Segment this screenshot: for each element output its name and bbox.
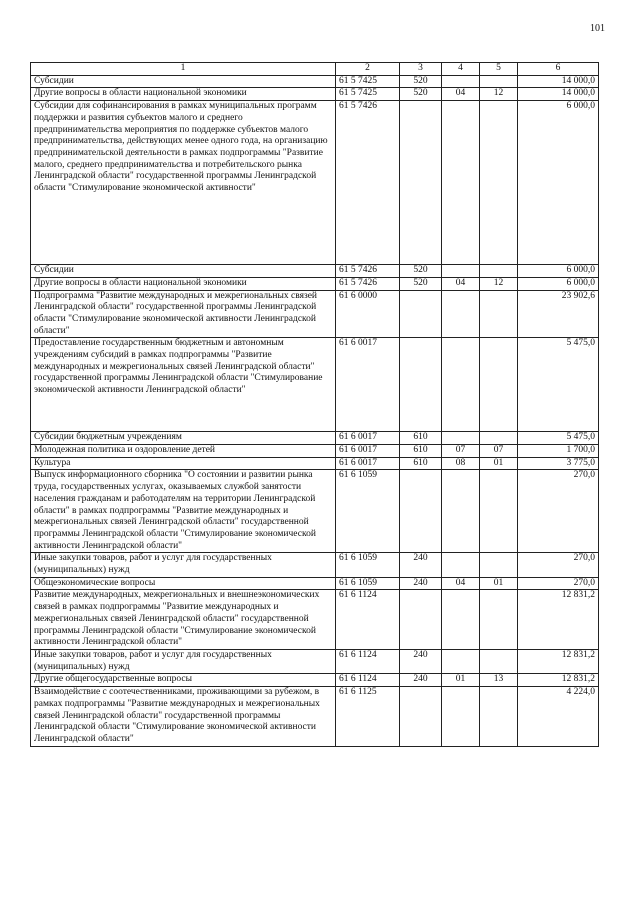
row-name: Другие общегосударственные вопросы [31,674,336,687]
row-code: 61 6 1124 [336,674,400,687]
row-vr: 520 [400,265,442,278]
row-pr [480,470,518,553]
row-pr [480,649,518,673]
row-code: 61 6 1125 [336,687,400,747]
table-row [31,687,599,747]
row-rz [442,290,480,338]
row-rz [442,590,480,650]
table-row [31,674,599,687]
page-number: 101 [590,23,605,34]
row-vr: 610 [400,445,442,458]
row-name: Предоставление государственным бюджетным и автономным учреждениям субсидий в рамках подпрограммы "Развитие международных и межрегиональных связей Ленинградской области" государственной программы Ленинградской области "Стимулирование экономической активности Ленинградской области" [31,338,336,432]
row-vr: 240 [400,649,442,673]
table-row [31,75,599,88]
row-code: 61 5 7426 [336,265,400,278]
row-sum: 4 224,0 [518,687,599,747]
row-vr: 240 [400,577,442,590]
row-name: Иные закупки товаров, работ и услуг для государственных (муниципальных) нужд [31,553,336,577]
row-rz [442,470,480,553]
row-pr: 13 [480,674,518,687]
row-name: Развитие международных, межрегиональных и внешнеэкономических связей в рамках подпрограммы "Развитие международных и межрегиональных связей Ленинградской области" государственной программы Ленинградской области "Стимулирование экономической активности Ленинградской области" [31,590,336,650]
row-name: Культура [31,457,336,470]
row-sum: 5 475,0 [518,338,599,432]
table-row [31,338,599,432]
row-vr: 610 [400,432,442,445]
row-rz [442,432,480,445]
row-pr [480,101,518,265]
row-sum: 12 831,2 [518,674,599,687]
row-sum: 6 000,0 [518,101,599,265]
row-rz [442,265,480,278]
table-header-row [31,63,599,76]
row-pr [480,590,518,650]
table-row [31,432,599,445]
row-name: Субсидии для софинансирования в рамках муниципальных программ поддержки и развития субъектов малого и среднего предпринимательства мероприятия по поддержке субъектов малого предпринимательства, действующих менее одного года, на организацию предпринимательской деятельности в рамках подпрограммы "Развитие малого, среднего предпринимательства и потребительского рынка Ленинградской области" государственной программы Ленинградской области "Стимулирование экономической активности" [31,101,336,265]
row-rz [442,553,480,577]
row-pr: 12 [480,277,518,290]
row-sum: 14 000,0 [518,75,599,88]
column-header: 3 [400,63,442,76]
row-code: 61 6 1059 [336,577,400,590]
row-code: 61 5 7426 [336,101,400,265]
table-row [31,277,599,290]
table-row [31,265,599,278]
budget-table [30,62,599,747]
row-vr [400,101,442,265]
column-header: 1 [31,63,336,76]
column-header: 2 [336,63,400,76]
row-pr [480,553,518,577]
row-pr [480,687,518,747]
row-name: Другие вопросы в области национальной экономики [31,88,336,101]
table-row [31,577,599,590]
table-row [31,445,599,458]
row-sum: 1 700,0 [518,445,599,458]
row-name: Подпрограмма "Развитие международных и межрегиональных связей Ленинградской области" государственной программы Ленинградской области "Стимулирование экономической активности Ленинградской области" [31,290,336,338]
row-vr [400,687,442,747]
row-name: Выпуск информационного сборника "О состоянии и развитии рынка труда, государственных услугах, оказываемых службой занятости населения гражданам и работодателям на территории Ленинградской области" в рамках подпрограммы "Развитие международных и межрегиональных связей Ленинградской области" государственной программы Ленинградской области "Стимулирование экономической активности Ленинградской области" [31,470,336,553]
row-sum: 12 831,2 [518,590,599,650]
table-row [31,88,599,101]
row-pr [480,75,518,88]
row-name: Субсидии [31,265,336,278]
row-pr: 01 [480,457,518,470]
row-pr: 01 [480,577,518,590]
row-vr: 610 [400,457,442,470]
row-name: Молодежная политика и оздоровление детей [31,445,336,458]
row-rz: 07 [442,445,480,458]
row-code: 61 5 7425 [336,75,400,88]
row-vr [400,338,442,432]
row-name: Другие вопросы в области национальной экономики [31,277,336,290]
table-row [31,101,599,265]
row-pr: 12 [480,88,518,101]
row-rz [442,649,480,673]
row-sum: 5 475,0 [518,432,599,445]
row-rz: 01 [442,674,480,687]
row-vr [400,290,442,338]
table-row [31,553,599,577]
row-code: 61 6 0000 [336,290,400,338]
table-row [31,590,599,650]
column-header: 6 [518,63,599,76]
table-row [31,290,599,338]
row-vr: 520 [400,88,442,101]
row-name: Субсидии [31,75,336,88]
row-pr [480,432,518,445]
row-sum: 270,0 [518,470,599,553]
row-vr [400,470,442,553]
column-header: 4 [442,63,480,76]
row-code: 61 6 1059 [336,470,400,553]
row-sum: 6 000,0 [518,277,599,290]
row-pr [480,290,518,338]
row-name: Субсидии бюджетным учреждениям [31,432,336,445]
row-rz [442,75,480,88]
row-vr: 240 [400,674,442,687]
row-name: Общеэкономические вопросы [31,577,336,590]
row-pr [480,265,518,278]
table-row [31,457,599,470]
row-rz [442,101,480,265]
row-vr: 520 [400,277,442,290]
row-sum: 6 000,0 [518,265,599,278]
row-pr: 07 [480,445,518,458]
row-code: 61 6 1124 [336,649,400,673]
row-rz [442,338,480,432]
row-name: Взаимодействие с соотечественниками, проживающими за рубежом, в рамках подпрограммы "Развитие международных и межрегиональных связей Ленинградской области" государственной программы Ленинградской области "Стимулирование экономической активности Ленинградской области" [31,687,336,747]
row-rz: 04 [442,88,480,101]
row-sum: 3 775,0 [518,457,599,470]
row-code: 61 5 7426 [336,277,400,290]
row-code: 61 6 0017 [336,338,400,432]
row-code: 61 5 7425 [336,88,400,101]
row-name: Иные закупки товаров, работ и услуг для государственных (муниципальных) нужд [31,649,336,673]
row-code: 61 6 1059 [336,553,400,577]
row-sum: 23 902,6 [518,290,599,338]
row-sum: 270,0 [518,553,599,577]
row-pr [480,338,518,432]
column-header: 5 [480,63,518,76]
row-rz: 04 [442,277,480,290]
row-code: 61 6 0017 [336,457,400,470]
row-rz: 08 [442,457,480,470]
row-code: 61 6 1124 [336,590,400,650]
row-vr: 240 [400,553,442,577]
row-rz [442,687,480,747]
row-vr [400,590,442,650]
row-sum: 270,0 [518,577,599,590]
row-code: 61 6 0017 [336,445,400,458]
row-sum: 14 000,0 [518,88,599,101]
row-vr: 520 [400,75,442,88]
table-row [31,649,599,673]
row-rz: 04 [442,577,480,590]
row-sum: 12 831,2 [518,649,599,673]
row-code: 61 6 0017 [336,432,400,445]
table-row [31,470,599,553]
